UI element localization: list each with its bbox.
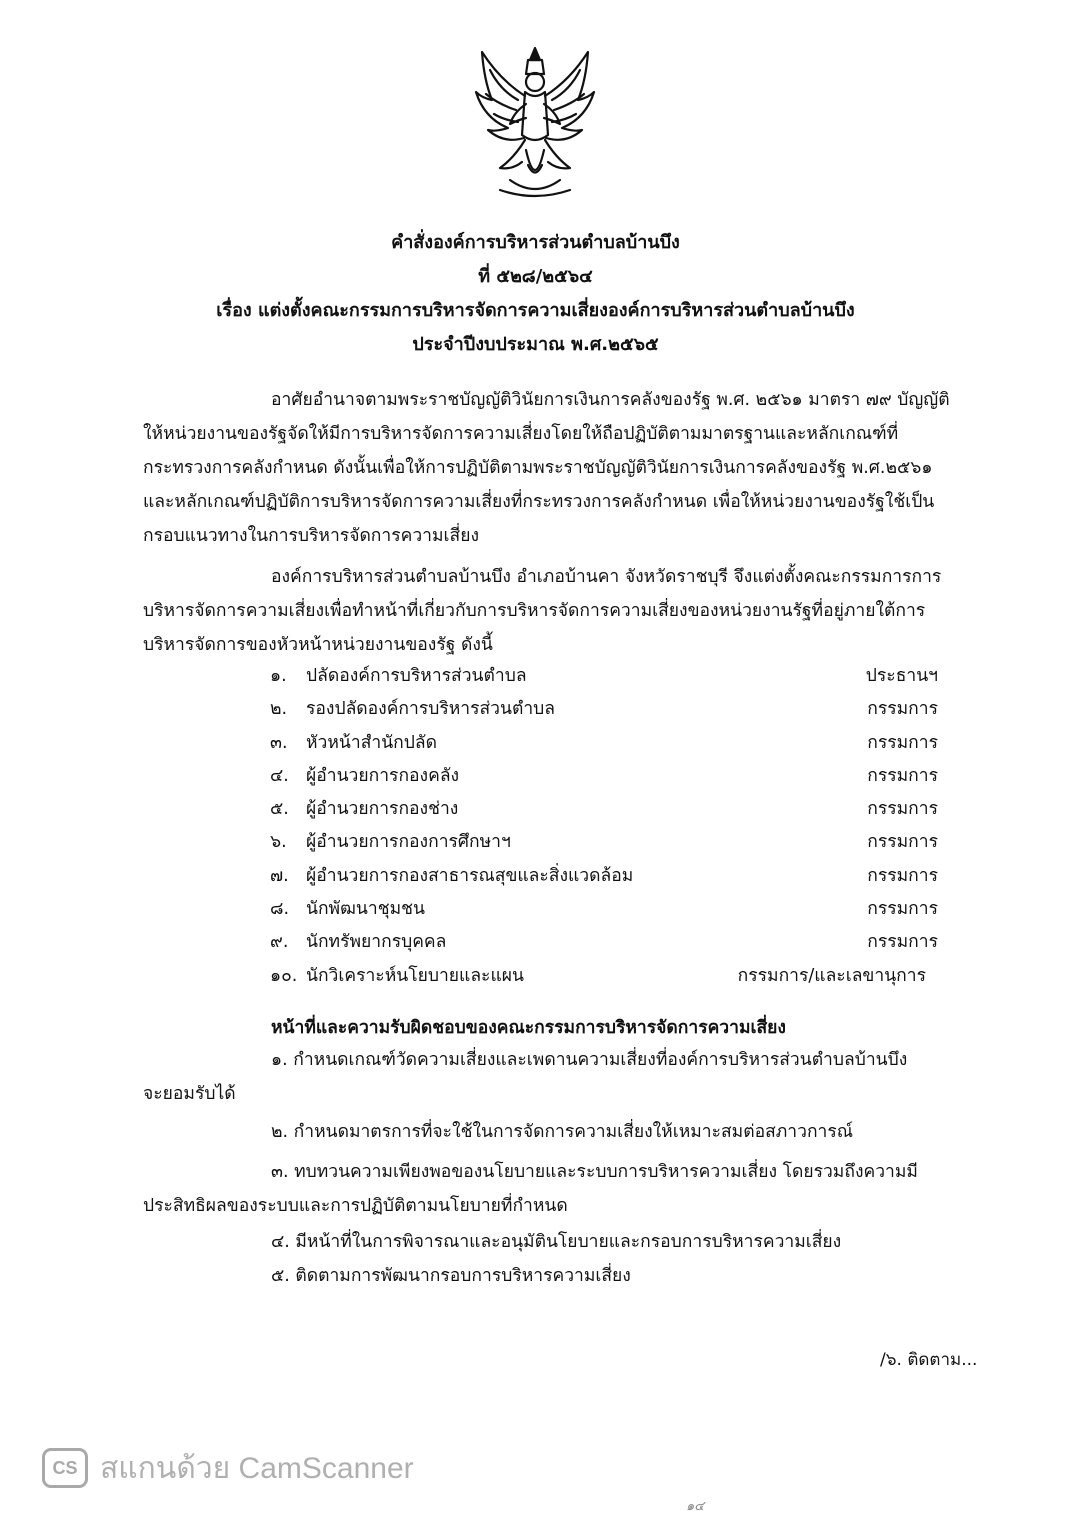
- member-position: นักพัฒนาชุมชน: [306, 899, 425, 920]
- member-position: ผู้อำนวยการกองการศึกษาฯ: [306, 832, 511, 853]
- member-row: [270, 793, 950, 826]
- paragraph-line: และหลักเกณฑ์ปฏิบัติการบริหารจัดการความเสี่ยงที่กระทรวงการคลังกำหนด เพื่อให้หน่วยงานของรัฐใช้เป็น: [143, 492, 935, 512]
- member-role: กรรมการ: [867, 899, 938, 920]
- duty-item: ๑. กำหนดเกณฑ์วัดความเสี่ยงและเพดานความเสี่ยงที่องค์การบริหารส่วนตำบลบ้านบึง: [271, 1050, 908, 1070]
- duty-item-continued: จะยอมรับได้: [143, 1084, 236, 1104]
- member-role: ประธานฯ: [865, 666, 938, 686]
- member-row: [270, 960, 950, 993]
- paragraph-line: กรอบแนวทางในการบริหารจัดการความเสี่ยง: [143, 526, 479, 546]
- member-position: รองปลัดองค์การบริหารส่วนตำบล: [306, 699, 555, 720]
- order-title: คำสั่งองค์การบริหารส่วนตำบลบ้านบึง: [391, 232, 680, 253]
- member-role: กรรมการ: [867, 765, 938, 786]
- member-number: ๔.: [270, 765, 289, 786]
- member-number: ๖.: [270, 832, 287, 853]
- member-row: [270, 860, 950, 893]
- member-role: กรรมการ: [867, 932, 938, 953]
- member-row: [270, 926, 950, 959]
- continuation-marker: /๖. ติดตาม...: [880, 1350, 978, 1370]
- member-row: [270, 693, 950, 726]
- duties-list: [143, 1043, 968, 1293]
- camscanner-logo-icon: CS: [42, 1448, 88, 1488]
- member-number: ๑.: [270, 666, 287, 686]
- committee-member-list: [270, 660, 950, 993]
- member-role: กรรมการ: [867, 799, 938, 820]
- member-number: ๒.: [270, 699, 288, 720]
- handwritten-mark: ๑๔: [686, 1499, 705, 1514]
- duty-item: ๓. ทบทวนความเพียงพอของนโยบายและระบบการบริหารความเสี่ยง โดยรวมถึงความมี: [271, 1162, 918, 1182]
- member-role: กรรมการ: [867, 732, 938, 753]
- duty-item: ๕. ติดตามการพัฒนากรอบการบริหารความเสี่ยง: [271, 1266, 631, 1286]
- paragraph-line: ให้หน่วยงานของรัฐจัดให้มีการบริหารจัดการความเสี่ยงโดยให้ถือปฏิบัติตามมาตรฐานและหลักเกณฑ์ที่: [143, 424, 899, 444]
- paragraph-line: องค์การบริหารส่วนตำบลบ้านบึง อำเภอบ้านคา จังหวัดราชบุรี จึงแต่งตั้งคณะกรรมการการ: [271, 567, 942, 587]
- member-position: ผู้อำนวยการกองคลัง: [306, 765, 460, 786]
- garuda-emblem-icon: [470, 40, 600, 200]
- member-role: กรรมการ: [867, 699, 938, 720]
- paragraph-authority: [143, 383, 968, 553]
- member-position: นักทรัพยากรบุคคล: [306, 932, 447, 953]
- member-position: นักวิเคราะห์นโยบายและแผน: [306, 965, 524, 986]
- paragraph-line: อาศัยอำนาจตามพระราชบัญญัติวินัยการเงินการคลังของรัฐ พ.ศ. ๒๕๖๑ มาตรา ๗๙ บัญญัติ: [271, 390, 950, 410]
- member-role: กรรมการ: [867, 832, 938, 853]
- paragraph-line: บริหารจัดการของหัวหน้าหน่วยงานของรัฐ ดังนี้: [143, 635, 493, 655]
- member-number: ๓.: [270, 732, 288, 753]
- member-row: [270, 660, 950, 693]
- member-position: ปลัดองค์การบริหารส่วนตำบล: [306, 666, 527, 686]
- paragraph-line: กระทรวงการคลังกำหนด ดังนั้นเพื่อให้การปฏิบัติตามพระราชบัญญัติวินัยการเงินการคลังของรัฐ พ.ศ.๒๕๖๑: [143, 458, 933, 478]
- member-position: ผู้อำนวยการกองสาธารณสุขและสิ่งแวดล้อม: [306, 865, 634, 886]
- member-row: [270, 760, 950, 793]
- watermark-text: สแกนด้วย CamScanner: [100, 1451, 414, 1485]
- duties-title: หน้าที่และความรับผิดชอบของคณะกรรมการบริหารจัดการความเสี่ยง: [271, 1018, 786, 1038]
- member-row: [270, 893, 950, 926]
- member-number: ๘.: [270, 899, 290, 920]
- paragraph-line: บริหารจัดการความเสี่ยงเพื่อทำหน้าที่เกี่ยวกับการบริหารจัดการความเสี่ยงของหน่วยงานรัฐที่อยู่ภายใต้การ: [143, 601, 926, 621]
- member-row: [270, 826, 950, 859]
- camscanner-watermark: [42, 1445, 414, 1491]
- duty-item: ๔. มีหน้าที่ในการพิจารณาและอนุมัตินโยบายและกรอบการบริหารความเสี่ยง: [271, 1232, 842, 1252]
- member-position: หัวหน้าสำนักปลัด: [306, 732, 437, 753]
- member-position: ผู้อำนวยการกองช่าง: [306, 799, 459, 820]
- member-number: ๙.: [270, 932, 289, 953]
- order-subject: เรื่อง แต่งตั้งคณะกรรมการบริหารจัดการความเสี่ยงองค์การบริหารส่วนตำบลบ้านบึง: [216, 300, 855, 321]
- duty-item-continued: ประสิทธิผลของระบบและการปฏิบัติตามนโยบายที่กำหนด: [143, 1196, 568, 1216]
- member-number: ๗.: [270, 865, 289, 886]
- member-row: [270, 727, 950, 760]
- member-role: กรรมการ: [867, 865, 938, 886]
- fiscal-year: ประจำปีงบประมาณ พ.ศ.๒๕๖๕: [412, 334, 659, 355]
- duty-item: ๒. กำหนดมาตรการที่จะใช้ในการจัดการความเสี่ยงให้เหมาะสมต่อสภาวการณ์: [271, 1122, 854, 1142]
- member-role: กรรมการ/และเลขานุการ: [737, 965, 926, 986]
- member-number: ๑๐.: [270, 965, 298, 986]
- paragraph-appointment: [143, 560, 968, 662]
- order-number: ที่ ๕๒๘/๒๕๖๔: [478, 266, 593, 287]
- member-number: ๕.: [270, 799, 289, 820]
